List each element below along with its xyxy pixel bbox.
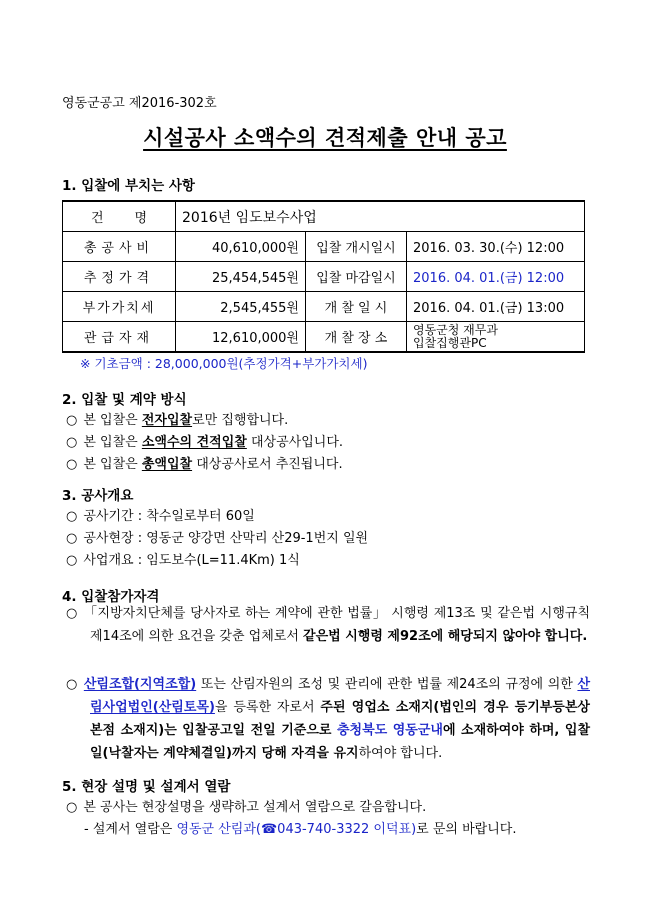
- list-item: ○ 본 입찰은 총액입찰 대상공사로서 추진됩니다.: [66, 457, 343, 472]
- contact-info: 영동군 산림과(☎043-740-3322 이덕표): [176, 822, 417, 837]
- label-bid-start: 입찰 개시일시: [306, 232, 407, 262]
- table-row: [63, 322, 585, 353]
- qualification-paragraph-1: ○ 「지방자치단체를 당사자로 하는 계약에 관한 법률」 시행령 제13조 및 같은법 시행규칙 제14조에 의한 요건을 갖춘 업체로서 같은법 시행령 제92조에 해당되지 않아야 합니다.: [66, 606, 591, 644]
- label-opening-datetime: 개 찰 일 시: [306, 292, 407, 322]
- label-government-materials: 관급자재: [63, 322, 176, 353]
- emphasis-text: 산림사업법인(산림토목): [90, 677, 590, 715]
- value-total-cost: 40,610,000원: [176, 232, 306, 262]
- label-bid-deadline: 입찰 마감일시: [306, 262, 407, 292]
- value-opening-datetime: 2016. 04. 01.(금) 13:00: [407, 292, 585, 322]
- bullet-icon: ○: [66, 413, 78, 428]
- list-item: ○ 공사기간 : 착수일로부터 60일: [66, 509, 255, 524]
- section-2-heading: 2. 입찰 및 계약 방식: [62, 392, 187, 408]
- emphasis-text: 소액수의 견적입찰: [141, 435, 247, 450]
- value-bid-deadline: 2016. 04. 01.(금) 12:00: [407, 262, 585, 292]
- opening-place-line-1: 영동군청 재무과: [413, 322, 498, 337]
- emphasis-text: 충청북도 영동군내: [336, 723, 443, 738]
- list-item: - 설계서 열람은 영동군 산림과(☎043-740-3322 이덕표)로 문의 바랍니다.: [84, 822, 517, 837]
- label-project-name: 건 명: [63, 201, 176, 232]
- table-row: [63, 201, 585, 232]
- section-1-heading: 1. 입찰에 부치는 사항: [62, 178, 195, 194]
- bid-info-table: [62, 200, 585, 353]
- table-row: [63, 232, 585, 262]
- bullet-icon: ○: [66, 435, 78, 450]
- qualification-paragraph-2: ○ 산림조합(지역조합) 또는 산림자원의 조성 및 관리에 관한 법률 제24조의 규정에 의한 산림사업법인(산림토목)을 등록한 자로서 주된 영업소 소재지(법인의 경우 등기부등본상 본점 소재지)는 입찰공고일 전일 기준으로 충청북도 영동군내에 소재하여야 하며, 입찰일(낙찰자는 계약체결일)까지 당해 자격을 유지하여야 합니다.: [66, 677, 591, 761]
- list-item: ○ 사업개요 : 임도보수(L=11.4Km) 1식: [66, 553, 300, 568]
- list-item: ○ 본 입찰은 소액수의 견적입찰 대상공사입니다.: [66, 435, 344, 450]
- value-bid-start: 2016. 03. 30.(수) 12:00: [407, 232, 585, 262]
- value-project-name: 2016년 임도보수사업: [176, 201, 585, 232]
- emphasis-text: 총액입찰: [141, 457, 193, 472]
- emphasis-text: 같은법 시행령 제92조에 해당되지 않아야 합니다.: [303, 629, 588, 644]
- bullet-icon: ○: [66, 553, 78, 568]
- emphasis-text: 전자입찰: [141, 413, 193, 428]
- label-vat: 부가가치세: [63, 292, 176, 322]
- value-vat: 2,545,455원: [176, 292, 306, 322]
- section-4-heading: 4. 입찰참가자격: [62, 589, 160, 605]
- opening-place-line-2: 입찰집행관PC: [413, 335, 487, 350]
- bullet-icon: ○: [66, 509, 78, 524]
- section-5-heading: 5. 현장 설명 및 설계서 열람: [62, 779, 231, 795]
- label-opening-place: 개 찰 장 소: [306, 322, 407, 353]
- bullet-icon: ○: [66, 677, 78, 692]
- bullet-icon: ○: [66, 800, 78, 815]
- bullet-icon: ○: [66, 606, 78, 621]
- value-government-materials: 12,610,000원: [176, 322, 306, 353]
- base-amount-note: ※ 기초금액 : 28,000,000원(추정가격+부가가치세): [80, 356, 368, 371]
- notice-number: 영동군공고 제2016-302호: [62, 96, 217, 111]
- page-title: 시설공사 소액수의 견적제출 안내 공고: [143, 126, 507, 150]
- bullet-icon: ○: [66, 531, 78, 546]
- list-item: ○ 본 공사는 현장설명을 생략하고 설계서 열람으로 갈음합니다.: [66, 800, 427, 815]
- label-estimated-price: 추정가격: [63, 262, 176, 292]
- section-3-heading: 3. 공사개요: [62, 488, 134, 504]
- emphasis-text: 산림조합(지역조합): [83, 677, 197, 692]
- table-row: [63, 262, 585, 292]
- value-opening-place: [407, 322, 585, 353]
- list-item: ○ 공사현장 : 영동군 양강면 산막리 산29-1번지 일원: [66, 531, 369, 546]
- list-item: ○ 본 입찰은 전자입찰로만 집행합니다.: [66, 413, 289, 428]
- label-total-cost: 총공사비: [63, 232, 176, 262]
- bullet-icon: ○: [66, 457, 78, 472]
- emphasis-text: 주된 영업소 소재지(법인의 경우 등기부등본상 본점 소재지)는 입찰공고일 전일 기준으로: [90, 700, 590, 738]
- value-estimated-price: 25,454,545원: [176, 262, 306, 292]
- table-row: [63, 292, 585, 322]
- emphasis-text: 입찰일(낙찰자는 계약체결일)까지 당해 자격을 유지: [90, 723, 591, 761]
